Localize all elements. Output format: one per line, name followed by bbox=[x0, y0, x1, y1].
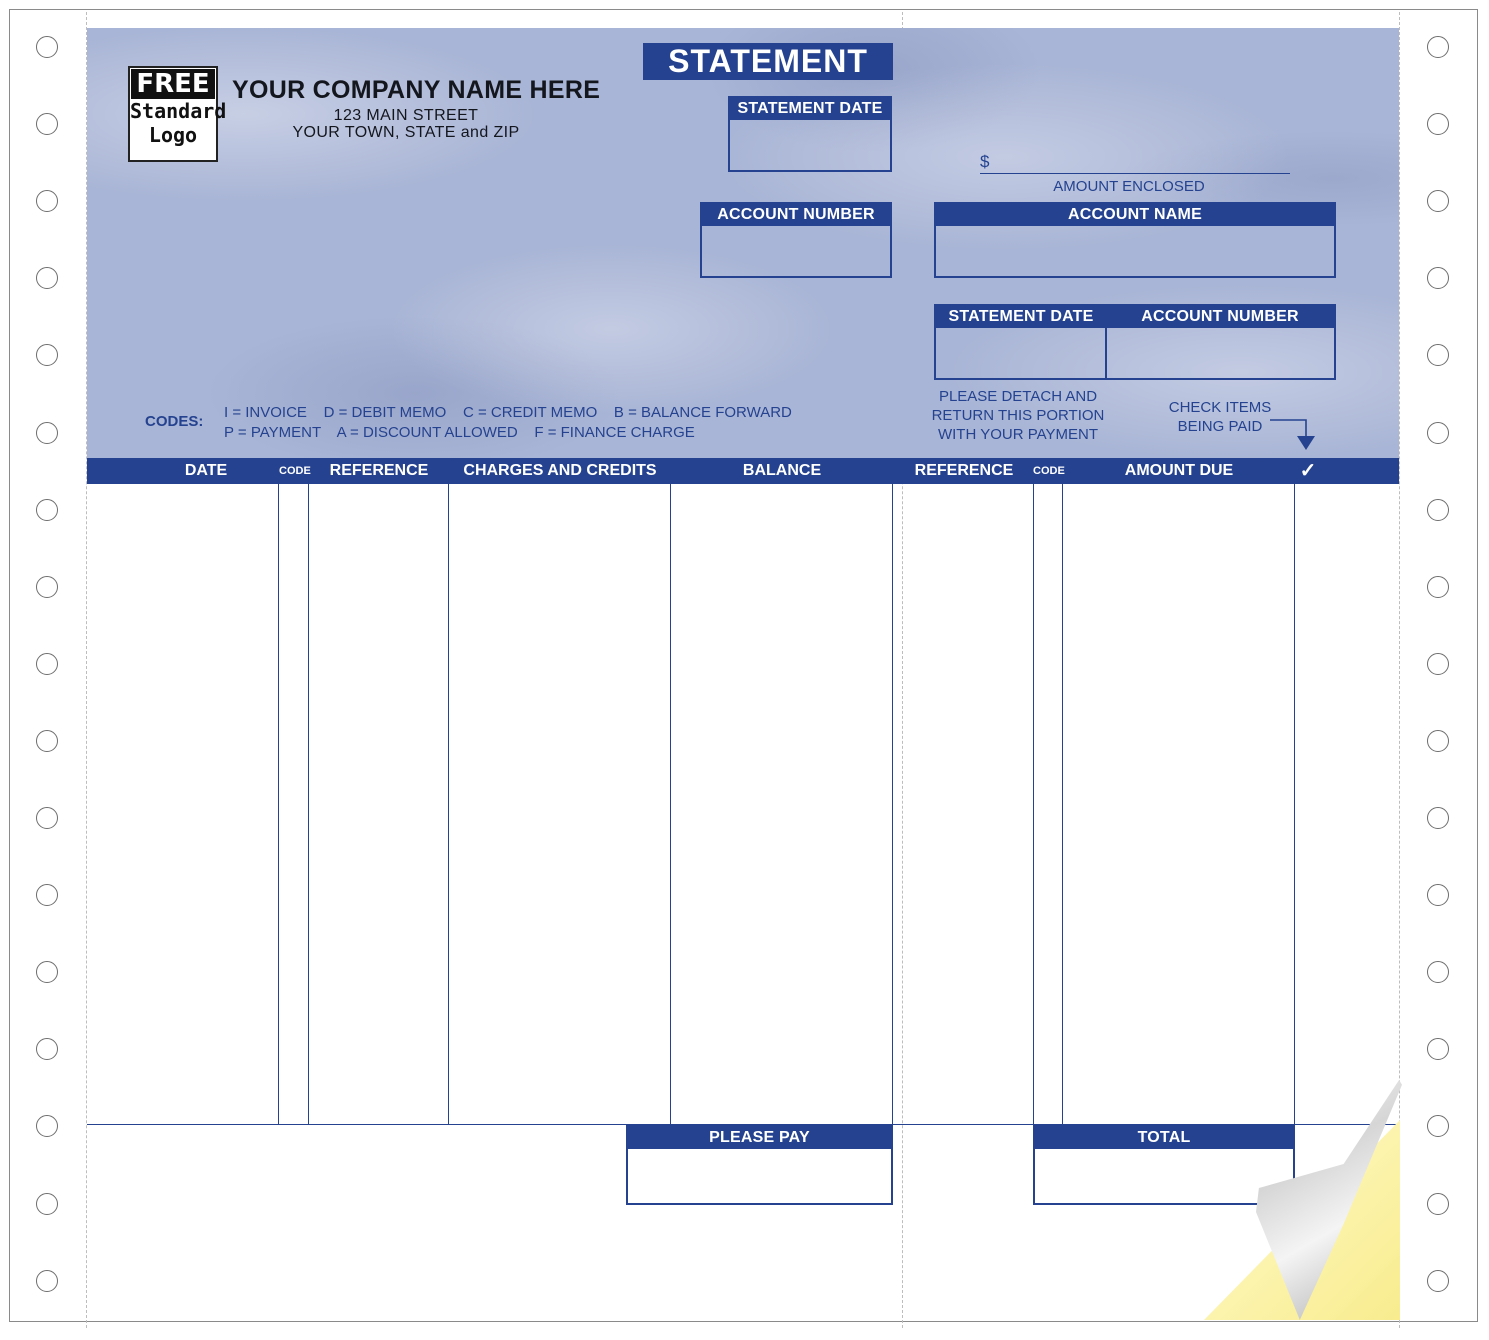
col-date: DATE bbox=[184, 462, 228, 479]
statement-date-label: STATEMENT DATE bbox=[730, 98, 890, 120]
account-number-label: ACCOUNT NUMBER bbox=[702, 204, 890, 226]
stub-statement-date-field[interactable] bbox=[936, 327, 1104, 378]
logo-line2: Logo bbox=[148, 123, 198, 147]
tractor-hole bbox=[1427, 422, 1449, 444]
company-logo bbox=[128, 66, 227, 162]
company-city: YOUR TOWN, STATE and ZIP bbox=[292, 124, 520, 141]
total-box[interactable] bbox=[1033, 1125, 1295, 1205]
col-reference: REFERENCE bbox=[329, 462, 429, 479]
detach-line-3: WITH YOUR PAYMENT bbox=[937, 426, 1098, 443]
codes-line-2: P = PAYMENT A = DISCOUNT ALLOWED F = FINANCE CHARGE bbox=[224, 424, 695, 441]
tractor-hole bbox=[36, 807, 58, 829]
tractor-hole bbox=[36, 1270, 58, 1292]
tractor-hole bbox=[36, 884, 58, 906]
please-pay-box[interactable] bbox=[626, 1125, 893, 1205]
statement-date-box[interactable] bbox=[728, 96, 892, 172]
tractor-hole bbox=[1427, 884, 1449, 906]
tractor-hole bbox=[36, 1193, 58, 1215]
detach-line-1: PLEASE DETACH AND bbox=[938, 388, 1098, 405]
document-title: STATEMENT bbox=[643, 43, 893, 80]
tractor-hole bbox=[1427, 730, 1449, 752]
amount-enclosed-label: AMOUNT ENCLOSED bbox=[1053, 178, 1205, 195]
tractor-hole bbox=[36, 113, 58, 135]
checkmark-icon: ✓ bbox=[1299, 460, 1317, 482]
tractor-hole bbox=[36, 653, 58, 675]
tractor-hole bbox=[36, 422, 58, 444]
tractor-hole bbox=[1427, 1270, 1449, 1292]
logo-line1: Standard bbox=[130, 99, 227, 123]
tractor-hole bbox=[36, 499, 58, 521]
statement-detail-area[interactable] bbox=[88, 486, 892, 1123]
col-code: CODE bbox=[279, 465, 311, 477]
codes-line-1: I = INVOICE D = DEBIT MEMO C = CREDIT MEMO B = BALANCE FORWARD bbox=[224, 404, 792, 421]
company-street: 123 MAIN STREET bbox=[333, 107, 479, 124]
col-amount-due: AMOUNT DUE bbox=[1124, 462, 1234, 479]
tractor-hole bbox=[1427, 499, 1449, 521]
tractor-hole bbox=[36, 36, 58, 58]
account-name-box[interactable] bbox=[934, 202, 1336, 278]
stub-statement-date-label: STATEMENT DATE bbox=[948, 308, 1094, 325]
col-charges-credits: CHARGES AND CREDITS bbox=[463, 462, 657, 479]
amount-enclosed-line[interactable] bbox=[980, 173, 1290, 174]
arrow-down-icon bbox=[1266, 416, 1316, 452]
col-code-stub: CODE bbox=[1033, 465, 1065, 477]
stub-account-number-label: ACCOUNT NUMBER bbox=[1141, 308, 1299, 325]
account-name-label: ACCOUNT NAME bbox=[936, 204, 1334, 226]
logo-free-text: FREE bbox=[131, 69, 215, 99]
codes-label: CODES: bbox=[145, 413, 204, 430]
detach-line-2: RETURN THIS PORTION bbox=[931, 407, 1105, 424]
total-label: TOTAL bbox=[1035, 1127, 1293, 1149]
dollar-sign: $ bbox=[980, 152, 990, 171]
col-reference-no: REFERENCE NO. bbox=[914, 462, 1014, 505]
tractor-hole bbox=[1427, 807, 1449, 829]
check-items-line-2: BEING PAID bbox=[1177, 418, 1263, 435]
col-balance: BALANCE bbox=[742, 462, 822, 479]
tractor-hole bbox=[1427, 1193, 1449, 1215]
tractor-hole bbox=[36, 576, 58, 598]
tractor-hole bbox=[1427, 653, 1449, 675]
tractor-hole bbox=[1427, 113, 1449, 135]
column-header-bar bbox=[87, 458, 1399, 505]
company-name: YOUR COMPANY NAME HERE bbox=[232, 76, 601, 104]
tractor-hole bbox=[1427, 36, 1449, 58]
please-pay-label: PLEASE PAY bbox=[628, 1127, 891, 1149]
check-items-line-1: CHECK ITEMS bbox=[1168, 399, 1272, 416]
remittance-detail-area[interactable] bbox=[903, 486, 1397, 1123]
stub-account-number-field[interactable] bbox=[1107, 327, 1334, 378]
tractor-hole bbox=[36, 730, 58, 752]
account-number-box[interactable] bbox=[700, 202, 892, 278]
tractor-hole bbox=[1427, 576, 1449, 598]
divider-balance-end bbox=[892, 484, 893, 1125]
